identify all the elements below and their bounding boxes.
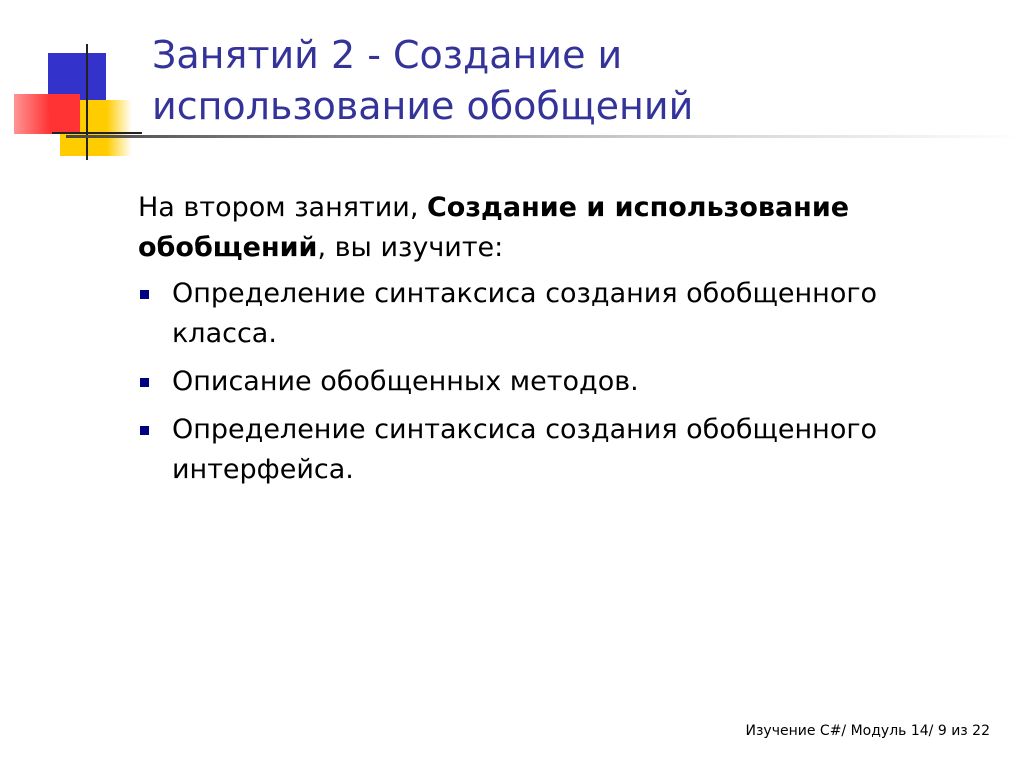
list-item	[138, 410, 988, 490]
list-item-text: Определение синтаксиса создания обобщенного класса.	[172, 278, 878, 349]
bullet-list	[138, 274, 988, 490]
slide-title	[152, 30, 1012, 132]
list-item	[138, 362, 988, 402]
intro-paragraph	[138, 188, 988, 268]
square-bullet-icon	[140, 426, 149, 435]
list-item-text: Определение синтаксиса создания обобщенного интерфейса.	[172, 414, 878, 485]
decorative-logo	[0, 0, 140, 170]
list-item	[138, 274, 988, 354]
slide-body	[138, 188, 988, 498]
logo-red-square	[14, 94, 80, 134]
intro-text-after: , вы изучите:	[317, 232, 504, 263]
slide-footer: Изучение C#/ Модуль 14/ 9 из 22	[745, 723, 990, 739]
slide-title-line-2: использование обобщений	[152, 84, 694, 128]
square-bullet-icon	[140, 378, 149, 387]
square-bullet-icon	[140, 290, 149, 299]
title-underline	[66, 135, 1024, 138]
logo-horizontal-line	[52, 132, 142, 134]
intro-bold-topic: Создание и использование обобщений	[138, 192, 850, 263]
intro-text-before: На втором занятии,	[138, 192, 427, 223]
slide-title-line-1: Занятий 2 - Создание и	[152, 33, 623, 77]
list-item-text: Описание обобщенных методов.	[172, 366, 639, 397]
logo-vertical-line	[86, 44, 88, 160]
